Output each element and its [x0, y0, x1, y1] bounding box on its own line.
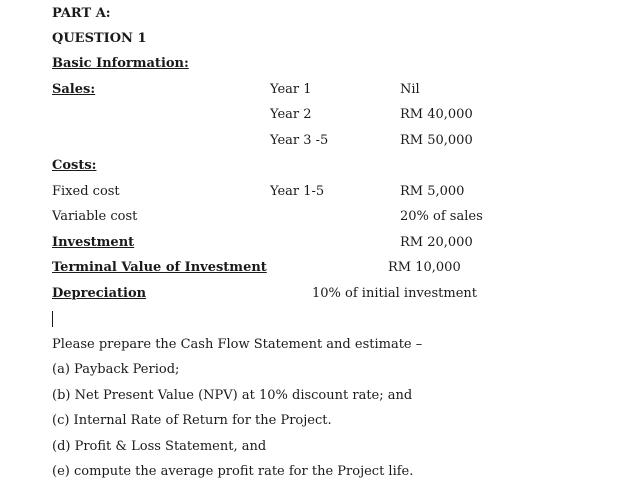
task-item: (a) Payback Period;: [52, 362, 180, 377]
task-item: (c) Internal Rate of Return for the Project.: [52, 413, 332, 428]
terminal-value-amount: RM 10,000: [388, 260, 461, 275]
investment-label: Investment: [52, 235, 135, 250]
sales-period: Year 3 -5: [270, 133, 329, 148]
depreciation-value: 10% of initial investment: [312, 286, 477, 301]
sales-period: Year 2: [270, 107, 312, 122]
fixed-cost-period: Year 1-5: [270, 184, 325, 199]
text-cursor: [52, 311, 53, 327]
costs-heading: Costs:: [52, 158, 97, 173]
sales-amount: RM 40,000: [400, 107, 473, 122]
instructions-intro: Please prepare the Cash Flow Statement and estimate –: [52, 337, 423, 352]
fixed-cost-amount: RM 5,000: [400, 184, 465, 199]
depreciation-label: Depreciation: [52, 286, 147, 301]
task-item: (e) compute the average profit rate for the Project life.: [52, 464, 414, 479]
variable-cost-amount: 20% of sales: [400, 209, 483, 224]
question-heading: QUESTION 1: [52, 31, 147, 46]
fixed-cost-label: Fixed cost: [52, 184, 120, 199]
task-item: (d) Profit & Loss Statement, and: [52, 439, 267, 454]
part-heading: PART A:: [52, 6, 111, 21]
task-item: (b) Net Present Value (NPV) at 10% discount rate; and: [52, 388, 413, 403]
investment-amount: RM 20,000: [400, 235, 473, 250]
terminal-value-label: Terminal Value of Investment: [52, 260, 267, 275]
variable-cost-label: Variable cost: [52, 209, 138, 224]
sales-period: Year 1: [270, 82, 312, 97]
basic-information-heading: Basic Information:: [52, 56, 189, 71]
sales-amount: Nil: [400, 82, 420, 97]
sales-amount: RM 50,000: [400, 133, 473, 148]
sales-heading: Sales:: [52, 82, 96, 97]
